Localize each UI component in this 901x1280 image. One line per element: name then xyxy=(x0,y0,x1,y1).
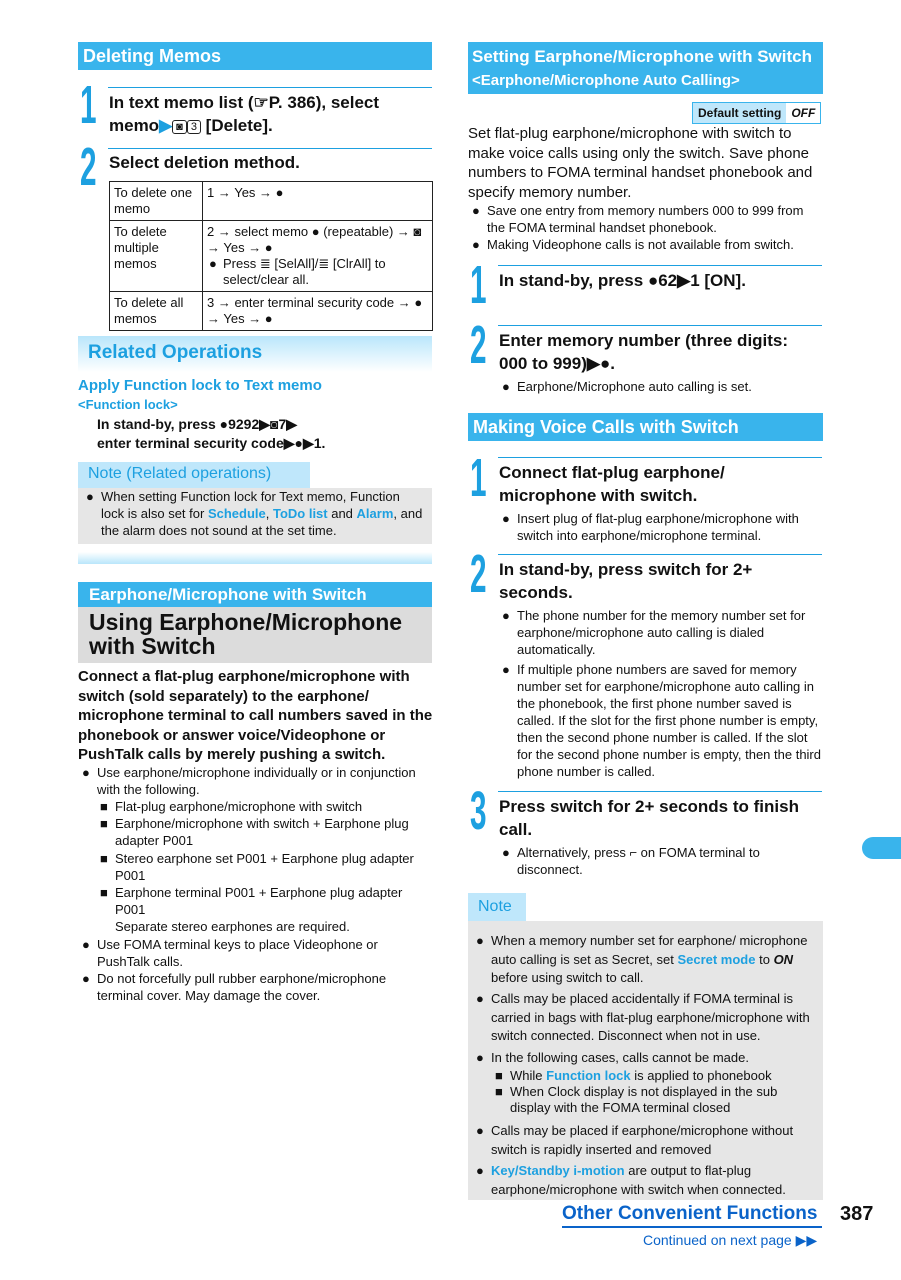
setting-bullet-1: ● Save one entry from memory numbers 000 to 999 from the FOMA terminal handset phonebook. xyxy=(472,203,804,235)
delete-step2-text: Select deletion method. xyxy=(109,153,300,172)
note-sub-2: ■ When Clock display is not displayed in the sub display with the FOMA terminal closed xyxy=(495,1084,778,1115)
setting-step2-text: Enter memory number (three digits: 000 to 999)▶●. xyxy=(499,331,789,373)
page-number: 387 xyxy=(840,1203,874,1225)
step-divider xyxy=(498,791,822,792)
apply-function-lock-title: Apply Function lock to Text memo xyxy=(78,377,322,394)
table-cell-label: To delete multiple memos xyxy=(110,221,203,292)
earphone-sub-1: ■ Flat-plug earphone/microphone with switch xyxy=(100,799,363,814)
making-step2-bullet-1: ● The phone number for the memory number set for earphone/microphone auto calling is dialed automatically. xyxy=(502,608,806,657)
setting-step1-text: In stand-by, press ●62▶1 [ON]. xyxy=(499,271,746,290)
earphone-sub-3: ■ Stereo earphone set P001 + Earphone plug adapter P001 xyxy=(100,851,414,883)
setting-header: Setting Earphone/Microphone with Switch <Earphone/Microphone Auto Calling> xyxy=(468,42,823,94)
step-divider xyxy=(498,265,822,266)
default-setting-badge: Default setting OFF xyxy=(692,102,821,124)
step-divider xyxy=(498,457,822,458)
earphone-sub-4: ■ Earphone terminal P001 + Earphone plug adapter P001 xyxy=(100,885,403,917)
making-step2-text: In stand-by, press switch for 2+ seconds. xyxy=(499,560,753,602)
earphone-intro: Connect a flat-plug earphone/microphone with switch (sold separately) to the earphone/ microphone terminal to call numbers saved in the phonebook or answer voice/Videophone or PushTalk calls by merely pushing a switch. xyxy=(78,668,433,763)
making-step3-bullet: ● Alternatively, press ⌐ on FOMA terminal to disconnect. xyxy=(502,845,760,877)
step-divider xyxy=(108,148,432,149)
earphone-bullet-2: ● Use FOMA terminal keys to place Videophone or PushTalk calls. xyxy=(82,937,378,969)
earphone-sub-2: ■ Earphone/microphone with switch + Earphone plug adapter P001 xyxy=(100,816,409,848)
making-step3-text: Press switch for 2+ seconds to finish call. xyxy=(499,797,799,839)
footer-section-link[interactable]: Other Convenient Functions xyxy=(562,1203,818,1224)
step-divider xyxy=(498,325,822,326)
earphone-sub-extra: Separate stereo earphones are required. xyxy=(115,919,350,934)
step-number-1: 1 xyxy=(80,75,97,135)
earphone-section-tag: Earphone/Microphone with Switch xyxy=(78,582,432,607)
chapter-tab xyxy=(862,837,901,859)
note-title: Note xyxy=(478,898,512,915)
making-calls-header: Making Voice Calls with Switch xyxy=(468,413,823,441)
related-operations-title: Related Operations xyxy=(88,342,263,363)
related-instruction: In stand-by, press ●9292▶◙7▶ enter terminal security code▶●▶1. xyxy=(97,416,326,451)
table-cell-label: To delete all memos xyxy=(110,292,203,331)
step-number-1: 1 xyxy=(470,448,487,508)
setting-bullet-2: ● Making Videophone calls is not available from switch. xyxy=(472,237,794,252)
step-number-2: 2 xyxy=(470,544,487,604)
note-related-title: Note (Related operations) xyxy=(88,465,272,482)
making-step1-bullet: ● Insert plug of flat-plug earphone/microphone with switch into earphone/microphone terminal. xyxy=(502,511,799,543)
double-arrow-icon: ▶▶ xyxy=(795,1232,818,1248)
note-bullet-4: ● Calls may be placed if earphone/microphone without switch is rapidly inserted and removed xyxy=(476,1123,794,1157)
earphone-section-title: Using Earphone/Microphone with Switch xyxy=(89,609,403,659)
note-bullet-3: ● In the following cases, calls cannot be made. xyxy=(476,1050,749,1065)
setting-step2-bullet: ● Earphone/Microphone auto calling is set. xyxy=(502,379,752,394)
delete-step1-text: In text memo list (☞P. 386), select memo▶ ◙ 3 [Delete]. xyxy=(109,93,380,135)
table-cell-value: 1 → Yes → ● xyxy=(203,182,433,221)
making-step1-text: Connect flat-plug earphone/ microphone with switch. xyxy=(499,463,725,505)
note-bullet-1: ● When a memory number set for earphone/ microphone auto calling is set as Secret, set Secret mode to ON before using switch to call. xyxy=(476,933,808,985)
step-divider xyxy=(108,87,432,88)
note-related-bullet: ● When setting Function lock for Text memo, Function lock is also set for Schedule, ToDo list and Alarm, and the alarm does not sound at the set time. xyxy=(86,489,423,538)
section-divider xyxy=(78,552,432,564)
table-cell-value: 2 → select memo ● (repeatable) → ◙ → Yes → ● ● Press ≣ [SelAll]/≣ [ClrAll] to select/clear all. xyxy=(203,221,433,292)
step-divider xyxy=(498,554,822,555)
step-number-1: 1 xyxy=(470,255,487,315)
note-bullet-2: ● Calls may be placed accidentally if FOMA terminal is carried in bags with flat-plug earphone/microphone with switch connected. Disconnect when not in use. xyxy=(476,991,810,1043)
step-number-3: 3 xyxy=(470,781,487,841)
making-step2-bullet-2: ● If multiple phone numbers are saved for memory number set for earphone/microphone auto calling in the phonebook, the first phone number saved is called. If the slot for the first phone number is empty, then the second phone number is called. If the slot for the second phone number is empty, then the third phone number is called. xyxy=(502,662,821,779)
earphone-bullet-1: ● Use earphone/microphone individually or in conjunction with the following. xyxy=(82,765,416,797)
function-lock-subtitle: <Function lock> xyxy=(78,397,178,412)
table-cell-label: To delete one memo xyxy=(110,182,203,221)
continued-label: Continued on next page ▶▶ xyxy=(643,1232,818,1248)
earphone-bullet-3: ● Do not forcefully pull rubber earphone/microphone terminal cover. May damage the cover. xyxy=(82,971,387,1003)
step-number-2: 2 xyxy=(80,137,97,197)
note-bullet-5: ● Key/Standby i-motion are output to flat-plug earphone/microphone with switch when connected. xyxy=(476,1163,786,1197)
deleting-memos-header: Deleting Memos xyxy=(78,42,432,70)
step-number-2: 2 xyxy=(470,315,487,375)
table-cell-value: 3 → enter terminal security code → ● → Yes → ● xyxy=(203,292,433,331)
note-sub-1: ■ While Function lock is applied to phonebook xyxy=(495,1068,772,1083)
delete-method-table xyxy=(109,181,433,331)
footer-underline xyxy=(562,1226,822,1228)
setting-intro: Set flat-plug earphone/microphone with switch to make voice calls using only the switch. Save phone numbers to FOMA terminal handset phonebook and specify memory number. xyxy=(468,125,813,201)
